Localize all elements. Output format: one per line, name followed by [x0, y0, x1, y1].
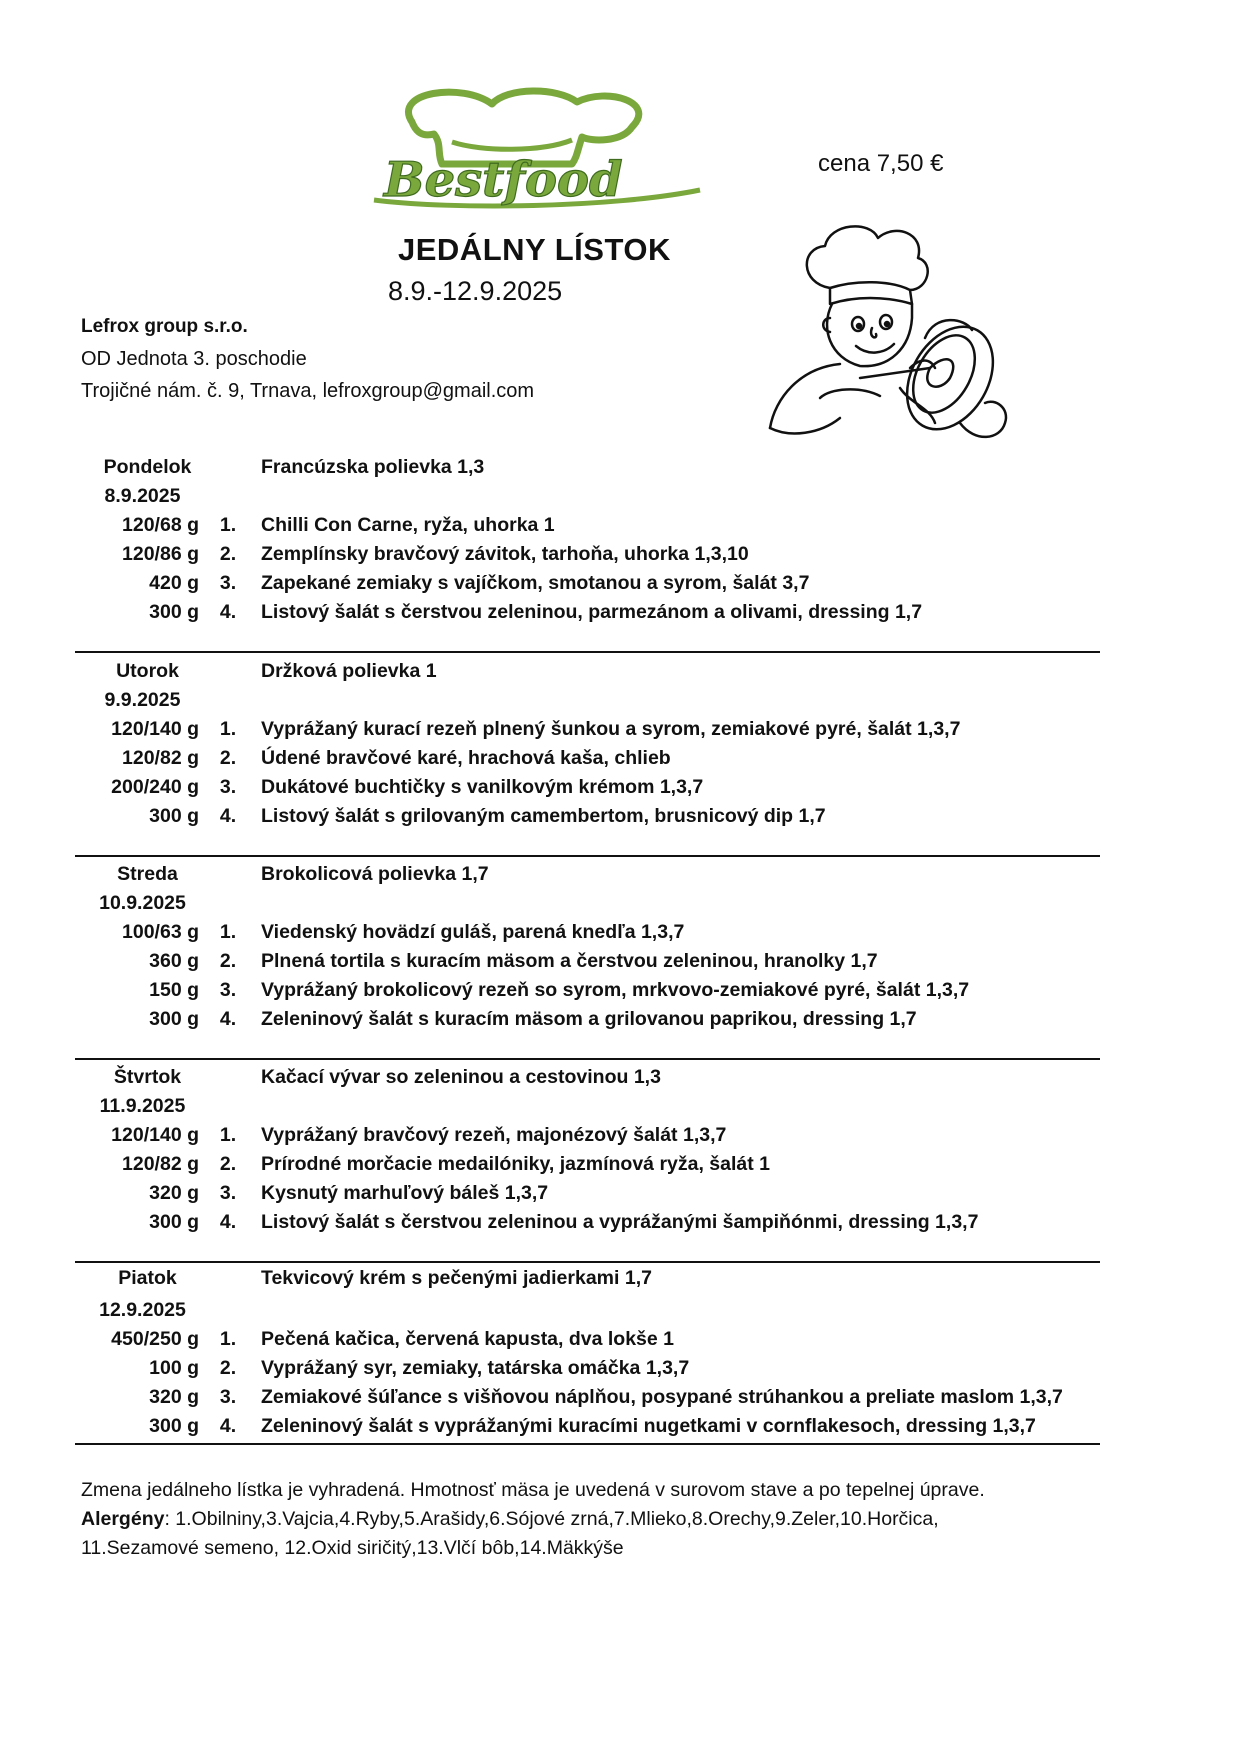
- item-weight: 300 g: [149, 601, 199, 623]
- item-dish: Vyprážaný brokolicový rezeň so syrom, mrkvovo-zemiakové pyré, šalát 1,3,7: [261, 979, 970, 1001]
- menu-item: [75, 747, 1100, 776]
- day-date: 11.9.2025: [99, 1095, 186, 1117]
- item-weight: 300 g: [149, 1008, 199, 1030]
- item-number: 4.: [219, 601, 237, 623]
- item-weight: 450/250 g: [111, 1328, 199, 1350]
- menu-item: [75, 1008, 1100, 1037]
- menu-item: [75, 1328, 1100, 1357]
- item-weight: 120/82 g: [122, 1153, 199, 1175]
- menu-item: [75, 1357, 1100, 1386]
- item-weight: 320 g: [149, 1386, 199, 1408]
- address-line-2: Trojičné nám. č. 9, Trnava, lefroxgroup@gmail.com: [81, 380, 535, 402]
- page-title: JEDÁLNY LÍSTOK: [398, 232, 671, 267]
- item-number: 2.: [219, 1357, 237, 1379]
- soup: Tekvicový krém s pečenými jadierkami 1,7: [261, 1267, 652, 1289]
- item-dish: Kysnutý marhuľový báleš 1,3,7: [261, 1182, 549, 1204]
- allergens-label: Alergény: [81, 1508, 165, 1530]
- item-weight: 420 g: [149, 572, 199, 594]
- item-dish: Listový šalát s grilovaným camembertom, brusnicový dip 1,7: [261, 805, 826, 827]
- day-date: 8.9.2025: [104, 485, 181, 507]
- item-weight: 150 g: [149, 979, 199, 1001]
- item-number: 2.: [219, 1153, 237, 1175]
- menu-item: [75, 718, 1100, 747]
- item-weight: 120/68 g: [122, 514, 199, 536]
- divider: [75, 651, 1100, 653]
- chef-illustration: [760, 218, 1020, 446]
- item-number: 1.: [219, 514, 237, 536]
- bestfood-logo: [372, 82, 702, 212]
- item-weight: 120/140 g: [111, 1124, 199, 1146]
- disclaimer-note: Zmena jedálneho lístka je vyhradená. Hmotnosť mäsa je uvedená v surovom stave a po tepelnej úprave.: [81, 1479, 985, 1501]
- item-dish: Zapekané zemiaky s vajíčkom, smotanou a syrom, šalát 3,7: [261, 572, 810, 594]
- date-range: 8.9.-12.9.2025: [388, 276, 563, 306]
- day-block: [75, 456, 1100, 650]
- day-name: Štvrtok: [113, 1066, 182, 1088]
- soup: Francúzska polievka 1,3: [261, 456, 485, 478]
- menu-item: [75, 601, 1100, 630]
- divider: [75, 855, 1100, 857]
- menu-item: [75, 921, 1100, 950]
- item-number: 2.: [219, 747, 237, 769]
- item-dish: Vyprážaný bravčový rezeň, majonézový šalát 1,3,7: [261, 1124, 727, 1146]
- address-line-1: OD Jednota 3. poschodie: [81, 348, 307, 370]
- item-number: 1.: [219, 718, 237, 740]
- menu-item: [75, 1415, 1100, 1444]
- item-dish: Listový šalát s čerstvou zeleninou, parmezánom a olivami, dressing 1,7: [261, 601, 923, 623]
- day-name: Pondelok: [103, 456, 192, 478]
- item-number: 4.: [219, 1008, 237, 1030]
- menu-item: [75, 514, 1100, 543]
- menu-item: [75, 776, 1100, 805]
- item-number: 2.: [219, 543, 237, 565]
- allergens-list: : 1.Obilniny,3.Vajcia,4.Ryby,5.Arašidy,6.Sójové zrná,7.Mlieko,8.Orechy,9.Zeler,10.Horčica,: [164, 1508, 939, 1530]
- allergens-line-2: 11.Sezamové semeno, 12.Oxid siričitý,13.Vlčí bôb,14.Mäkkýše: [81, 1537, 624, 1559]
- menu-item: [75, 805, 1100, 834]
- item-dish: Prírodné morčacie medailóniky, jazmínová ryža, šalát 1: [261, 1153, 771, 1175]
- item-dish: Plnená tortila s kuracím mäsom a čerstvou zeleninou, hranolky 1,7: [261, 950, 878, 972]
- item-weight: 120/82 g: [122, 747, 199, 769]
- day-name: Utorok: [116, 660, 179, 682]
- day-block: [75, 1267, 1100, 1461]
- item-number: 3.: [219, 776, 237, 798]
- item-dish: Zeleninový šalát s kuracím mäsom a grilovanou paprikou, dressing 1,7: [261, 1008, 917, 1030]
- item-weight: 300 g: [149, 805, 199, 827]
- item-dish: Chilli Con Carne, ryža, uhorka 1: [261, 514, 555, 536]
- item-number: 3.: [219, 1386, 237, 1408]
- menu-item: [75, 979, 1100, 1008]
- chef-hat-logo-icon: [372, 82, 702, 212]
- menu-item: [75, 1124, 1100, 1153]
- svg-text:Bestfood: Bestfood: [384, 152, 623, 208]
- chef-icon: [760, 218, 1020, 446]
- item-number: 3.: [219, 572, 237, 594]
- company-name: Lefrox group s.r.o.: [81, 316, 248, 337]
- item-dish: Zemplínsky bravčový závitok, tarhoňa, uhorka 1,3,10: [261, 543, 749, 565]
- soup: Držková polievka 1: [261, 660, 437, 682]
- day-date: 10.9.2025: [99, 892, 186, 914]
- item-number: 3.: [219, 979, 237, 1001]
- menu-item: [75, 1211, 1100, 1240]
- item-weight: 300 g: [149, 1211, 199, 1233]
- item-number: 1.: [219, 1124, 237, 1146]
- soup: Kačací vývar so zeleninou a cestovinou 1,3: [261, 1066, 661, 1088]
- item-dish: Zeleninový šalát s vyprážanými kuracími nugetkami v cornflakesoch, dressing 1,3,7: [261, 1415, 1036, 1437]
- item-weight: 120/86 g: [122, 543, 199, 565]
- item-weight: 120/140 g: [111, 718, 199, 740]
- item-dish: Zemiakové šúľance s višňovou náplňou, posypané strúhankou a preliate maslom 1,3,7: [261, 1386, 1063, 1408]
- item-dish: Vyprážaný kurací rezeň plnený šunkou a syrom, zemiakové pyré, šalát 1,3,7: [261, 718, 961, 740]
- item-number: 4.: [219, 1211, 237, 1233]
- item-dish: Vyprážaný syr, zemiaky, tatárska omáčka 1,3,7: [261, 1357, 690, 1379]
- item-weight: 100/63 g: [122, 921, 199, 943]
- menu-item: [75, 543, 1100, 572]
- item-number: 4.: [219, 1415, 237, 1437]
- item-weight: 360 g: [149, 950, 199, 972]
- allergens-line-1: [81, 1508, 939, 1531]
- item-dish: Pečená kačica, červená kapusta, dva lokše 1: [261, 1328, 675, 1350]
- item-dish: Údené bravčové karé, hrachová kaša, chlieb: [261, 747, 671, 769]
- item-number: 4.: [219, 805, 237, 827]
- day-block: [75, 660, 1100, 854]
- day-block: [75, 1066, 1100, 1260]
- price: cena 7,50 €: [818, 150, 944, 177]
- item-weight: 300 g: [149, 1415, 199, 1437]
- menu-item: [75, 1182, 1100, 1211]
- item-weight: 320 g: [149, 1182, 199, 1204]
- item-number: 3.: [219, 1182, 237, 1204]
- menu-item: [75, 950, 1100, 979]
- item-weight: 200/240 g: [111, 776, 199, 798]
- item-dish: Viedenský hovädzí guláš, parená knedľa 1,3,7: [261, 921, 685, 943]
- item-number: 1.: [219, 1328, 237, 1350]
- divider: [75, 1261, 1100, 1263]
- item-dish: Listový šalát s čerstvou zeleninou a vyprážanými šampiňónmi, dressing 1,3,7: [261, 1211, 979, 1233]
- item-number: 2.: [219, 950, 237, 972]
- menu-item: [75, 1153, 1100, 1182]
- item-number: 1.: [219, 921, 237, 943]
- divider: [75, 1443, 1100, 1445]
- day-block: [75, 863, 1100, 1057]
- day-name: Piatok: [118, 1267, 177, 1289]
- menu-item: [75, 1386, 1100, 1415]
- day-name: Streda: [117, 863, 178, 885]
- day-date: 9.9.2025: [104, 689, 181, 711]
- menu-item: [75, 572, 1100, 601]
- item-dish: Dukátové buchtičky s vanilkovým krémom 1,3,7: [261, 776, 704, 798]
- day-date: 12.9.2025: [99, 1299, 186, 1321]
- soup: Brokolicová polievka 1,7: [261, 863, 489, 885]
- divider: [75, 1058, 1100, 1060]
- item-weight: 100 g: [149, 1357, 199, 1379]
